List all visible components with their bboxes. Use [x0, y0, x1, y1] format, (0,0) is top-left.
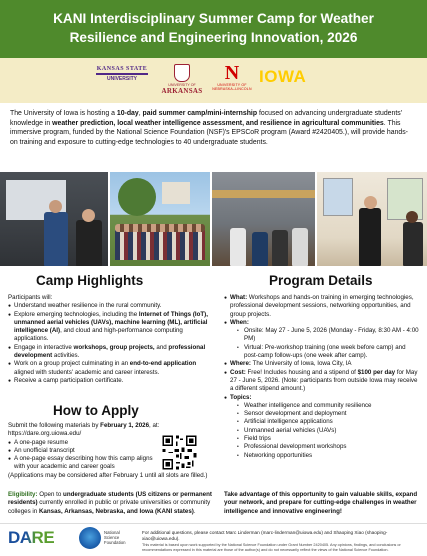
qr-code[interactable]: [161, 434, 198, 471]
dare-logo: DARE: [8, 528, 55, 547]
ksu-name: KANSAS STATE: [96, 66, 148, 72]
list-item: ● Where: The University of Iowa, Iowa City, IA: [224, 360, 420, 368]
list-item: ● A one-page essay describing how this camp aligns with your academic and career goals: [8, 455, 160, 472]
topic-item: • Weather intelligence and community resilience: [230, 402, 420, 410]
iowa-logo: IOWA: [259, 67, 307, 86]
ksu-sub: UNIVERSITY: [106, 75, 137, 82]
page-title: [0, 0, 427, 47]
list-item: ● Explore emerging technologies, including the Internet of Things (IoT), unmanned aerial vehicles (UAVs), machine learning (ML), artificial intelligence (AI), and cloud and high-performance computing applications.: [8, 311, 214, 344]
eligibility: Eligibility: Open to undergraduate students (US citizens or permanent residents) currently enrolled in public or private universities or community colleges in Kansas, Arkansas, Nebraska, and Iowa (KANI states).: [8, 491, 212, 515]
topic-item: • Networking opportunities: [230, 452, 420, 460]
details-heading: Program Details: [269, 273, 373, 288]
nebraska-logo: [209, 63, 255, 91]
apply-note: (Applications may be considered after February 1 until all slots are filled.): [8, 471, 208, 479]
list-item: • Virtual: Pre-workshop training (one week before camp) and post-camp follow-ups (one week after camp).: [230, 344, 420, 361]
title-line-2: Resilience and Engineering Innovation, 2026: [69, 30, 358, 45]
contact-info: For additional questions, please contact Marc Linderman (marc-linderman@uiowa.edu) and Shaoping Xiao (shaoping-xiao@uiowa.edu).: [142, 530, 388, 541]
list-item: ● Receive a camp participation certificate.: [8, 377, 214, 385]
list-item: ● Cost: Free! Includes housing and a stipend of $100 per day for May 27 - June 5, 2026. (Note: participants from outside Iowa may receive a different stipend amount.): [224, 369, 420, 394]
list-item: ● Topics: • Weather intelligence and community resilience • Sensor development and deployment • Artificial intelligence applications • Unmanned aerial vehicles (UAVs) • Field trips • Professional development workshops • Networking opportunities: [224, 394, 420, 460]
topic-item: • Sensor development and deployment: [230, 410, 420, 418]
intro-paragraph: The University of Iowa is hosting a 10-day, paid summer camp/mini-internship focused on advancing undergraduate students' knowledge in weather prediction, local weather intelligence assessment, and resilience in agricultural communities. This immersive program, funded by the National Science Foundation (NSF)'s EPSCoR program (Award #2420405.), will provide hands-on training and exposure to cutting-edge technologies to 40 undergraduate students.: [10, 110, 408, 146]
list-item: ● Engage in interactive workshops, group projects, and professional development activities.: [8, 344, 214, 361]
topic-item: • Field trips: [230, 435, 420, 443]
footer-divider: [0, 523, 427, 524]
funding-disclaimer: This material is based upon work supported by the National Science Foundation under Grant Number 2420405. Any opinions, findings, and conclusions or recommendations expressed in this material are those of the author(s) and do not necessarily reflect the views of the National Science Foundation.: [142, 543, 401, 552]
ua-name: ARKANSAS: [161, 87, 203, 95]
title-line-1: KANI Interdisciplinary Summer Camp for Weather: [53, 11, 374, 26]
list-item: ● Work on a group project culminating in an end-to-end application aligned with students' academic and career interests.: [8, 360, 214, 377]
call-to-action: Take advantage of this opportunity to gain valuable skills, expand your network, and prepare for cutting-edge challenges in weather intelligence and innovative engineering!: [224, 491, 418, 515]
highlights-lead: Participants will:: [8, 294, 53, 301]
photo-group-outdoor: [110, 172, 210, 266]
photo-classroom: [0, 172, 108, 266]
topic-item: • Artificial intelligence applications: [230, 418, 420, 426]
apply-heading: How to Apply: [53, 403, 139, 418]
list-item: ● When: • Onsite: May 27 - June 5, 2026 (Monday - Friday, 8:30 AM - 4:00 PM) • Virtual: Pre-workshop training (one week before camp) and post-camp follow-ups (one week after camp).: [224, 319, 420, 360]
arkansas-crest-icon: [174, 64, 190, 82]
list-item: ● A one-page resume: [8, 439, 160, 447]
apply-section: Submit the following materials by February 1, 2026, at: https://dare.org.uiowa.edu/ ● A one-page resume ● An unofficial transcript ● A one-page essay describing how this camp aligns with your academic and career goals (Applications may be considered after February 1 until all slots are filled.): [8, 422, 213, 480]
unl-sub: UNIVERSITY OF NEBRASKA–LINCOLN: [212, 83, 252, 91]
kansas-state-logo: [96, 66, 148, 82]
details-section: [224, 294, 420, 460]
arkansas-logo: [160, 64, 204, 95]
nsf-wordmark: National Science Foundation: [104, 530, 126, 546]
topic-item: • Unmanned aerial vehicles (UAVs): [230, 427, 420, 435]
apply-url[interactable]: https://dare.org.uiowa.edu/: [8, 430, 82, 438]
title-banner: [0, 0, 427, 58]
list-item: ● An unofficial transcript: [8, 447, 160, 455]
highlights-heading: Camp Highlights: [36, 273, 144, 288]
photo-posters: [317, 172, 427, 266]
topic-item: • Professional development workshops: [230, 443, 420, 451]
ua-top: UNIVERSITY OF: [168, 83, 196, 87]
list-item: • Onsite: May 27 - June 5, 2026 (Monday - Friday, 8:30 AM - 4:00 PM): [230, 327, 420, 344]
photo-lab-tour: [212, 172, 315, 266]
unl-letter: N: [224, 62, 240, 84]
nsf-logo-icon: [79, 527, 101, 549]
list-item: ● What: Workshops and hands-on training in emerging technologies, professional development sessions, networking opportunities, and group projects.: [224, 294, 420, 319]
highlights-section: [8, 294, 214, 385]
list-item: ● Understand weather resilience in the rural community.: [8, 302, 214, 310]
